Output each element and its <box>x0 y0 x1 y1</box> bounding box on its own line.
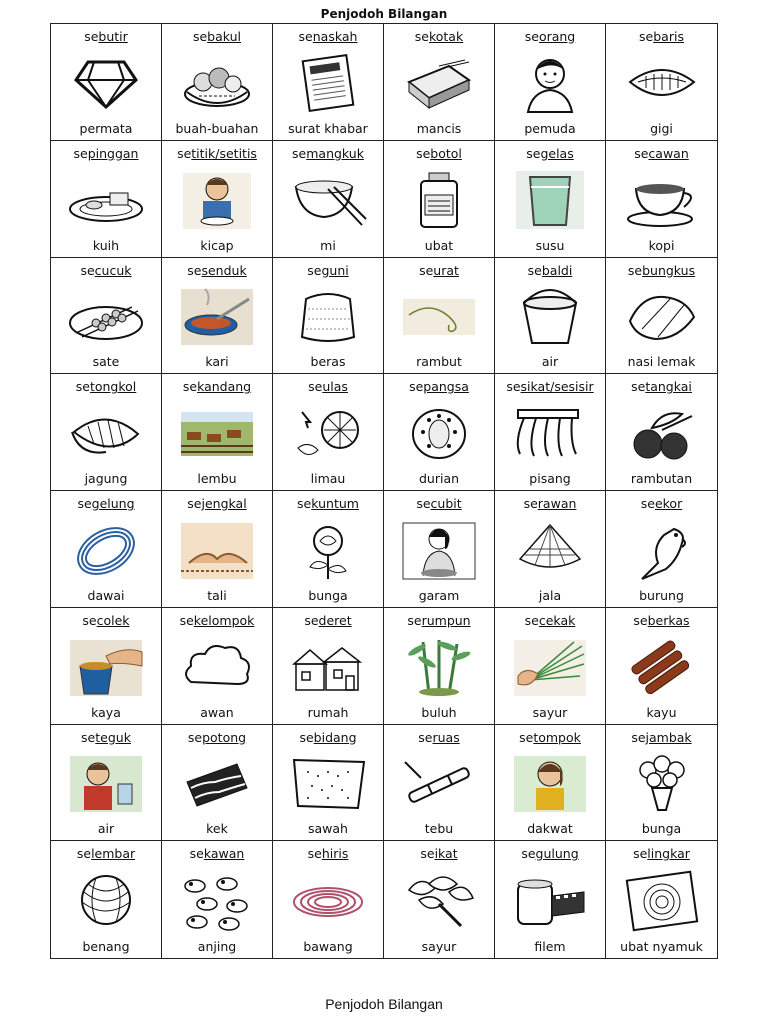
noun-label: permata <box>79 120 133 136</box>
table-cell <box>384 491 495 608</box>
classifier-root: colek <box>96 612 130 628</box>
rose-icon <box>288 519 368 581</box>
table-cell <box>273 258 384 375</box>
noun-label: air <box>541 354 559 370</box>
newspaper-icon <box>288 52 368 114</box>
classifier-prefix: se <box>639 29 654 44</box>
classifier-prefix: se <box>631 379 646 395</box>
noun-label: dakwat <box>527 821 573 837</box>
classifier-prefix: se <box>308 379 323 395</box>
orange-segment-icon <box>288 402 368 464</box>
classifier-prefix: se <box>640 496 655 511</box>
table-cell <box>384 141 495 258</box>
classifier-prefix: se <box>420 846 435 862</box>
noun-label: pemuda <box>524 120 576 136</box>
table-cell <box>162 24 273 141</box>
corn-icon <box>66 402 146 464</box>
table-cell <box>51 258 162 375</box>
classifier-root: gulung <box>535 846 579 862</box>
classifier-word <box>418 731 459 745</box>
table-cell <box>162 258 273 375</box>
classifier-prefix: se <box>418 729 433 745</box>
noun-label: kayu <box>646 704 677 720</box>
classifier-word <box>633 847 690 861</box>
classifier-prefix: se <box>77 496 92 511</box>
classifier-root: pangsa <box>423 379 469 395</box>
classifier-root: deret <box>318 612 352 628</box>
classifier-word <box>74 147 139 161</box>
noun-label: buluh <box>421 704 457 720</box>
yarn-ball-icon <box>66 870 146 932</box>
classifier-root: cubit <box>430 496 462 511</box>
classifier-root: rumpun <box>421 612 471 628</box>
classifier-prefix: se <box>75 379 90 395</box>
noun-label: limau <box>310 471 346 486</box>
classifier-word <box>525 614 576 628</box>
hand-span-icon <box>177 519 257 581</box>
classifier-word <box>81 731 131 745</box>
film-roll-icon <box>510 870 590 932</box>
classifier-root: kotak <box>428 29 464 44</box>
fingertip-jar-icon <box>66 636 146 698</box>
classifier-root: teguk <box>95 729 131 745</box>
noun-label: kopi <box>648 237 675 253</box>
cattle-pen-icon <box>177 402 257 464</box>
table-cell <box>606 374 717 491</box>
page-title: Penjodoh Bilangan <box>320 7 448 21</box>
noun-label: benang <box>82 939 130 954</box>
classifier-prefix: se <box>506 379 521 395</box>
classifier-word <box>628 264 695 278</box>
table-cell <box>273 725 384 842</box>
classifier-root: jengkal <box>201 496 247 511</box>
noun-label: durian <box>418 471 460 486</box>
table-cell <box>606 141 717 258</box>
girl-ink-icon <box>510 752 590 814</box>
table-cell <box>51 841 162 958</box>
classifier-word <box>190 847 245 861</box>
rice-field-icon <box>288 752 368 814</box>
classifier-root: pinggan <box>87 145 139 161</box>
classifier-word <box>407 614 470 628</box>
classifier-word <box>634 147 689 161</box>
classifier-word <box>633 614 689 628</box>
banana-hand-icon <box>510 402 590 464</box>
noun-label: air <box>97 821 115 837</box>
bowl-chopsticks-icon <box>288 169 368 231</box>
classifier-root: lingkar <box>647 846 690 862</box>
row-houses-icon <box>288 636 368 698</box>
noun-label: mi <box>320 237 336 253</box>
classifier-prefix: se <box>82 612 97 628</box>
noun-label: kicap <box>200 237 234 253</box>
durian-icon <box>399 402 479 464</box>
classifier-prefix: se <box>416 496 431 511</box>
classifier-prefix: se <box>297 496 312 511</box>
noun-label: rambutan <box>630 471 693 486</box>
classifier-word <box>528 264 573 278</box>
classifier-root: kandang <box>197 379 252 395</box>
table-cell <box>495 491 606 608</box>
wire-coil-icon <box>66 519 146 581</box>
classifier-root: ruas <box>432 729 460 745</box>
flower-bouquet-icon <box>622 752 702 814</box>
classifier-prefix: se <box>307 846 322 862</box>
classifier-word <box>77 497 134 511</box>
classifier-root: cucuk <box>94 262 132 278</box>
table-cell <box>495 841 606 958</box>
classifier-word <box>420 847 457 861</box>
classifier-root: cawan <box>648 145 689 161</box>
classifier-prefix: se <box>633 846 648 862</box>
noun-label: jagung <box>84 471 128 486</box>
classifier-word <box>187 497 246 511</box>
table-cell <box>495 608 606 725</box>
classifier-prefix: se <box>519 729 534 745</box>
noun-label: kuih <box>92 237 120 253</box>
classifier-word <box>308 847 349 861</box>
classifier-root: guni <box>321 262 349 278</box>
classifier-word <box>416 147 462 161</box>
classifier-word <box>297 497 359 511</box>
table-cell <box>495 24 606 141</box>
classifier-root: sikat/sesisir <box>520 379 594 395</box>
tied-vegetable-icon <box>399 870 479 932</box>
plate-cake-icon <box>66 169 146 231</box>
page-caption: Penjodoh Bilangan <box>325 996 443 1012</box>
noun-label: susu <box>535 237 565 253</box>
parrot-icon <box>622 519 702 581</box>
coffee-cup-icon <box>622 169 702 231</box>
noun-label: filem <box>534 939 566 954</box>
table-cell <box>606 725 717 842</box>
classifier-root: gelung <box>91 496 135 511</box>
rambutan-icon <box>622 402 702 464</box>
classifier-root: orang <box>538 29 576 44</box>
classifier-prefix: se <box>416 145 431 161</box>
noun-label: tali <box>207 587 227 603</box>
table-cell <box>273 374 384 491</box>
noun-label: beras <box>310 354 346 370</box>
classifier-root: berkas <box>647 612 690 628</box>
classifier-word <box>80 264 131 278</box>
classifier-prefix: se <box>307 262 322 278</box>
classifier-root: kelompok <box>193 612 255 628</box>
table-cell <box>51 24 162 141</box>
classifier-word <box>292 147 364 161</box>
classifier-prefix: se <box>304 612 319 628</box>
classifier-prefix: se <box>73 145 88 161</box>
table-cell <box>273 608 384 725</box>
table-cell <box>273 141 384 258</box>
classifier-prefix: se <box>407 612 422 628</box>
noun-label: anjing <box>197 939 237 954</box>
classifier-prefix: se <box>523 496 538 511</box>
classifier-root: mangkuk <box>306 145 364 161</box>
wrapped-rice-icon <box>622 285 702 347</box>
classifier-prefix: se <box>524 29 539 44</box>
satay-icon <box>66 285 146 347</box>
classifier-word <box>193 30 241 44</box>
classifier-prefix: se <box>177 145 192 161</box>
classifier-prefix: se <box>631 729 646 745</box>
noun-label: lembu <box>197 471 237 486</box>
noun-label: jala <box>538 587 562 603</box>
gem-icon <box>66 52 146 114</box>
noun-label: kaya <box>91 704 121 720</box>
classifier-prefix: se <box>299 729 314 745</box>
classifier-word <box>525 30 576 44</box>
noun-label: sayur <box>532 704 568 720</box>
classifier-word <box>415 30 463 44</box>
hair-strand-icon <box>399 285 479 347</box>
classifier-word <box>84 30 128 44</box>
classifier-prefix: se <box>84 29 99 44</box>
noun-label: bunga <box>308 587 348 603</box>
classifier-word <box>639 30 684 44</box>
penjodoh-bilangan-table <box>50 23 718 959</box>
table-cell <box>384 841 495 958</box>
noun-label: pisang <box>529 471 571 486</box>
classifier-word <box>631 731 691 745</box>
sack-icon <box>288 285 368 347</box>
noun-label: mancis <box>416 120 462 136</box>
bamboo-icon <box>399 636 479 698</box>
noun-label: burung <box>639 587 684 603</box>
bucket-icon <box>510 285 590 347</box>
classifier-root: bidang <box>313 729 357 745</box>
classifier-prefix: se <box>627 262 643 278</box>
classifier-word <box>416 497 461 511</box>
noun-label: rumah <box>307 704 349 720</box>
teeth-icon <box>622 52 702 114</box>
classifier-root: hiris <box>321 846 349 862</box>
noun-label: nasi lemak <box>627 354 696 370</box>
noun-label: kari <box>205 354 229 370</box>
noun-label: ubat <box>424 237 454 253</box>
noun-label: garam <box>418 587 460 603</box>
classifier-word <box>183 380 251 394</box>
classifier-word <box>77 847 135 861</box>
table-cell <box>273 841 384 958</box>
classifier-prefix: se <box>189 846 204 862</box>
classifier-root: rawan <box>537 496 577 511</box>
classifier-prefix: se <box>81 729 96 745</box>
classifier-prefix: se <box>521 846 536 862</box>
classifier-word <box>641 497 682 511</box>
classifier-root: gelas <box>540 145 574 161</box>
cloud-icon <box>177 636 257 698</box>
classifier-word <box>521 847 578 861</box>
classifier-root: ikat <box>434 846 458 862</box>
table-cell <box>495 141 606 258</box>
table-cell <box>495 725 606 842</box>
classifier-root: baris <box>653 29 684 44</box>
table-cell <box>606 24 717 141</box>
classifier-prefix: se <box>414 29 429 44</box>
fruit-basket-icon <box>177 52 257 114</box>
classifier-word <box>177 147 257 161</box>
vegetable-bunch-icon <box>510 636 590 698</box>
classifier-word <box>82 614 129 628</box>
classifier-root: senduk <box>201 262 247 278</box>
table-cell <box>384 608 495 725</box>
glass-icon <box>510 169 590 231</box>
classifier-root: ekor <box>654 496 683 511</box>
table-cell <box>162 141 273 258</box>
noun-label: bawang <box>303 939 353 954</box>
table-cell <box>162 491 273 608</box>
table-cell <box>273 24 384 141</box>
noun-label: surat khabar <box>288 120 368 136</box>
sugarcane-icon <box>399 752 479 814</box>
ladle-pot-icon <box>177 285 257 347</box>
boy-drinking-icon <box>66 752 146 814</box>
boy-eating-icon <box>177 169 257 231</box>
classifier-word <box>308 380 348 394</box>
classifier-prefix: se <box>182 379 198 395</box>
classifier-prefix: se <box>298 29 313 44</box>
table-cell <box>384 24 495 141</box>
classifier-prefix: se <box>633 612 648 628</box>
table-cell <box>384 374 495 491</box>
noun-label: dawai <box>87 587 125 603</box>
classifier-word <box>506 380 593 394</box>
table-cell <box>51 608 162 725</box>
noun-label: ubat nyamuk <box>620 939 703 954</box>
table-cell <box>273 491 384 608</box>
boy-icon <box>510 52 590 114</box>
noun-label: awan <box>200 704 234 720</box>
noun-label: tebu <box>424 821 454 837</box>
classifier-word <box>631 380 692 394</box>
classifier-prefix: se <box>524 612 539 628</box>
noun-label: kek <box>206 821 228 837</box>
onion-slice-icon <box>288 870 368 932</box>
classifier-root: bakul <box>207 29 242 44</box>
table-cell <box>606 491 717 608</box>
classifier-root: lembar <box>91 846 136 862</box>
classifier-root: urat <box>433 262 459 278</box>
classifier-root: titik/setitis <box>191 145 257 161</box>
classifier-root: butir <box>98 29 128 44</box>
classifier-root: tangkai <box>645 379 692 395</box>
classifier-prefix: se <box>192 29 208 44</box>
cake-slice-icon <box>177 752 257 814</box>
matchbox-icon <box>399 52 479 114</box>
classifier-prefix: se <box>292 145 307 161</box>
noun-label: bunga <box>641 821 682 837</box>
fishing-net-icon <box>510 519 590 581</box>
classifier-root: botol <box>430 145 462 161</box>
classifier-word <box>524 497 577 511</box>
noun-label: sate <box>92 354 120 370</box>
classifier-root: kuntum <box>311 496 359 511</box>
classifier-word <box>307 264 348 278</box>
table-cell <box>606 258 717 375</box>
noun-label: rambut <box>416 354 462 370</box>
mosquito-coil-icon <box>622 870 702 932</box>
classifier-word <box>526 147 573 161</box>
dogs-icon <box>177 870 257 932</box>
classifier-word <box>409 380 469 394</box>
classifier-root: tongkol <box>89 379 137 395</box>
classifier-root: jambak <box>645 729 692 745</box>
noun-label: sayur <box>421 939 457 954</box>
medicine-bottle-icon <box>399 169 479 231</box>
classifier-root: ulas <box>322 379 348 395</box>
table-cell <box>51 141 162 258</box>
classifier-word <box>299 30 358 44</box>
classifier-root: naskah <box>312 29 358 44</box>
classifier-word <box>76 380 137 394</box>
classifier-prefix: se <box>187 262 202 278</box>
table-cell <box>495 374 606 491</box>
classifier-prefix: se <box>187 496 202 511</box>
table-cell <box>51 725 162 842</box>
classifier-root: bungkus <box>642 262 696 278</box>
table-cell <box>606 608 717 725</box>
table-cell <box>606 841 717 958</box>
woman-cooking-icon <box>399 519 479 581</box>
classifier-prefix: se <box>419 262 434 278</box>
classifier-prefix: se <box>526 145 541 161</box>
table-cell <box>162 608 273 725</box>
classifier-word <box>188 731 246 745</box>
classifier-word <box>419 264 459 278</box>
noun-label: sawah <box>308 821 348 837</box>
classifier-prefix: se <box>409 379 424 395</box>
classifier-prefix: se <box>76 846 92 862</box>
table-cell <box>162 374 273 491</box>
classifier-word <box>304 614 351 628</box>
classifier-prefix: se <box>80 262 95 278</box>
noun-label: buah-buahan <box>175 120 259 136</box>
classifier-root: tompok <box>533 729 581 745</box>
classifier-prefix: se <box>634 145 649 161</box>
noun-label: gigi <box>650 120 673 136</box>
classifier-word <box>180 614 255 628</box>
classifier-root: cekak <box>538 612 576 628</box>
classifier-word <box>187 264 246 278</box>
firewood-icon <box>622 636 702 698</box>
classifier-root: kawan <box>203 846 245 862</box>
classifier-root: baldi <box>541 262 573 278</box>
table-cell <box>162 841 273 958</box>
classifier-prefix: se <box>187 729 203 745</box>
classifier-prefix: se <box>527 262 542 278</box>
table-cell <box>495 258 606 375</box>
table-cell <box>51 491 162 608</box>
classifier-root: potong <box>202 729 247 745</box>
table-cell <box>384 258 495 375</box>
classifier-prefix: se <box>179 612 194 628</box>
classifier-word <box>519 731 581 745</box>
table-cell <box>384 725 495 842</box>
table-cell <box>51 374 162 491</box>
table-cell <box>162 725 273 842</box>
classifier-word <box>299 731 356 745</box>
